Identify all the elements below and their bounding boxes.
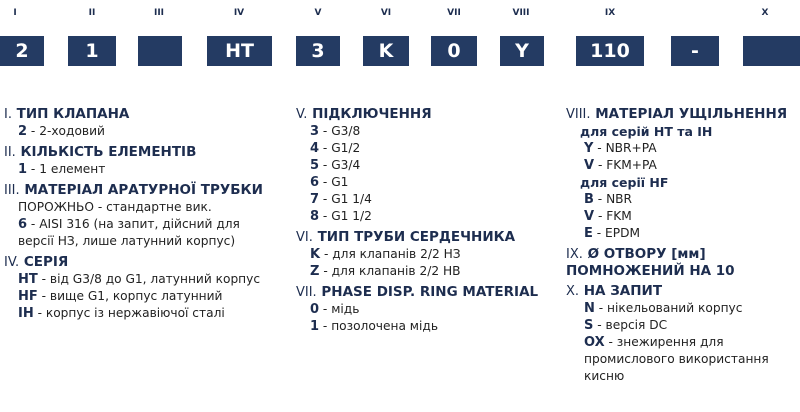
list-item: ПОРОЖНЬО - стандартне вик. <box>18 200 212 214</box>
section-heading-iv: IV. СЕРІЯ <box>4 254 69 270</box>
list-item: 6 - AISI 316 (на запит, дійсний для <box>18 217 240 232</box>
list-item: HF - вище G1, корпус латунний <box>18 289 223 304</box>
column-1 <box>4 106 263 322</box>
code-box-iv: HT <box>207 36 272 66</box>
roman-ix: IX <box>604 8 616 18</box>
code-box-x <box>743 36 800 66</box>
code-box-ii: 1 <box>68 36 116 66</box>
list-item: 2 - 2-ходовий <box>18 124 105 139</box>
list-item: N - нікельований корпус <box>584 301 743 316</box>
list-item: OX - знежирення для <box>584 335 724 350</box>
list-item: 3 - G3/8 <box>310 124 361 139</box>
list-item: 0 - мідь <box>310 302 360 317</box>
list-item: 1 - позолочена мідь <box>310 319 439 334</box>
list-item: V - FKM <box>584 209 632 224</box>
list-item: E - EPDM <box>584 226 640 241</box>
subheading-hf: для серії HF <box>580 175 669 190</box>
list-item: IH - корпус із нержавіючої сталі <box>18 306 225 321</box>
roman-v: V <box>314 8 322 18</box>
section-heading-vi: VI. ТИП ТРУБИ СЕРДЕЧНИКА <box>296 229 516 245</box>
list-item: V - FKM+PA <box>584 158 657 173</box>
roman-vi: VI <box>380 8 392 18</box>
section-heading-iii: III. МАТЕРІАЛ АРАТУРНОЇ ТРУБКИ <box>4 182 263 198</box>
code-box-i: 2 <box>0 36 44 66</box>
roman-viii: VIII <box>512 8 530 18</box>
list-item: Z - для клапанів 2/2 НВ <box>310 264 461 279</box>
list-item: B - NBR <box>584 192 633 207</box>
section-heading-ii: II. КІЛЬКІСТЬ ЕЛЕМЕНТІВ <box>4 144 197 160</box>
column-3 <box>566 106 787 385</box>
code-box-viii: Y <box>500 36 544 66</box>
list-item: HT - від G3/8 до G1, латунний корпус <box>18 272 261 287</box>
list-item: 5 - G3/4 <box>310 158 361 173</box>
roman-vii: VII <box>447 8 461 18</box>
section-heading-x: X. НА ЗАПИТ <box>566 283 663 299</box>
roman-x: X <box>761 8 769 18</box>
section-heading-vii: VII. PHASE DISP. RING MATERIAL <box>296 284 539 300</box>
roman-iii: III <box>153 8 165 18</box>
section-heading-i: I. ТИП КЛАПАНА <box>4 106 130 122</box>
column-2 <box>296 106 538 335</box>
list-item: S - версія DC <box>584 318 668 333</box>
list-item: 7 - G1 1/4 <box>310 192 372 207</box>
list-item: 8 - G1 1/2 <box>310 209 372 224</box>
list-item: K - для клапанів 2/2 НЗ <box>310 247 461 262</box>
roman-i: I <box>13 8 17 18</box>
code-box-dash: - <box>671 36 719 66</box>
list-item-continuation: кисню <box>584 369 625 383</box>
roman-ii: II <box>88 8 96 18</box>
subheading-ht-ih: для серій HT та IH <box>580 124 713 139</box>
list-item: 6 - G1 <box>310 175 349 190</box>
section-heading-ix-line2: ПОМНОЖЕНИЙ НА 10 <box>566 263 735 279</box>
code-box-iii <box>138 36 182 66</box>
list-item-continuation: версії НЗ, лише латунний корпус) <box>18 234 236 248</box>
code-box-vi: K <box>363 36 409 66</box>
code-box-v: 3 <box>296 36 340 66</box>
code-box-ix: 110 <box>576 36 644 66</box>
section-heading-v: V. ПІДКЛЮЧЕННЯ <box>296 106 432 122</box>
roman-iv: IV <box>233 8 245 18</box>
list-item: 4 - G1/2 <box>310 141 361 156</box>
section-heading-viii: VIII. МАТЕРІАЛ УЩІЛЬНЕННЯ <box>566 106 788 122</box>
list-item: Y - NBR+PA <box>584 141 657 156</box>
list-item-continuation: промислового використання <box>584 352 769 366</box>
list-item: 1 - 1 елемент <box>18 162 106 177</box>
section-heading-ix: IX. Ø ОТВОРУ [мм] <box>566 246 706 262</box>
code-box-vii: 0 <box>431 36 477 66</box>
